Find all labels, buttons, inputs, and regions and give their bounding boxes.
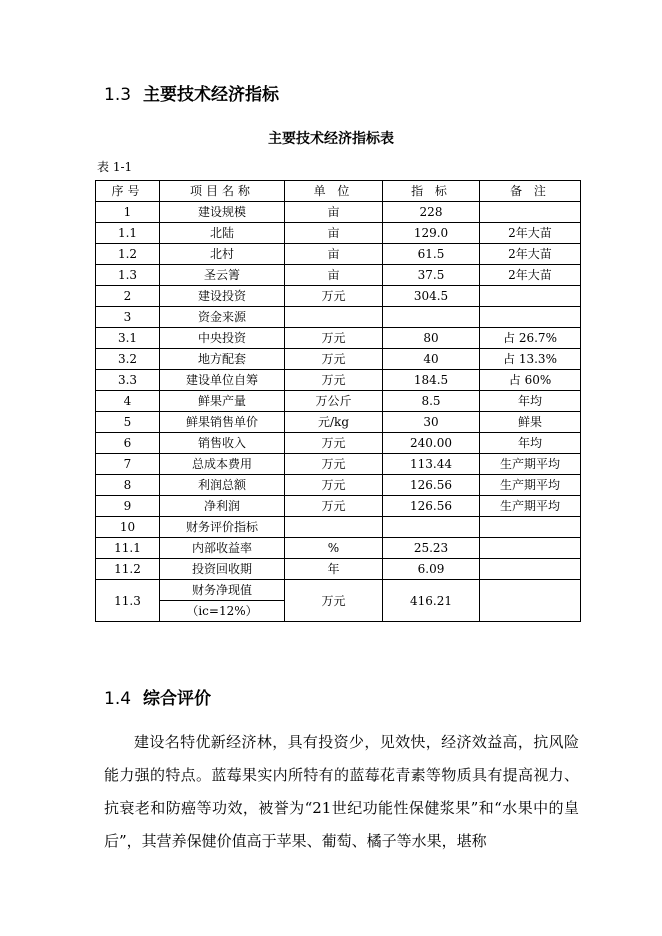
cell-name: 圣云箐 — [160, 265, 285, 286]
section-title: 主要技术经济指标 — [143, 85, 280, 105]
table-row — [96, 244, 581, 265]
cell-note: 占 60% — [480, 370, 581, 391]
cell-value: 40 — [383, 349, 480, 370]
cell-name: 建设规模 — [160, 202, 285, 223]
cell-note: 占 13.3% — [480, 349, 581, 370]
cell-note: 生产期平均 — [480, 496, 581, 517]
cell-unit: 元/kg — [285, 412, 383, 433]
cell-note: 生产期平均 — [480, 475, 581, 496]
header-value: 指 标 — [383, 181, 480, 202]
cell-no: 5 — [96, 412, 160, 433]
economic-indicators-table — [95, 180, 581, 622]
table-row — [96, 349, 581, 370]
cell-note — [480, 580, 581, 622]
cell-note — [480, 517, 581, 538]
cell-value: 25.23 — [383, 538, 480, 559]
cell-value: 126.56 — [383, 496, 480, 517]
cell-unit — [285, 517, 383, 538]
cell-no: 11.3 — [96, 580, 160, 622]
cell-note — [480, 202, 581, 223]
cell-name: 资金来源 — [160, 307, 285, 328]
cell-no: 1.2 — [96, 244, 160, 265]
cell-note: 2年大苗 — [480, 265, 581, 286]
cell-note: 2年大苗 — [480, 223, 581, 244]
cell-unit: 万元 — [285, 286, 383, 307]
cell-name: 鲜果销售单价 — [160, 412, 285, 433]
cell-value: 184.5 — [383, 370, 480, 391]
table-row — [96, 412, 581, 433]
cell-name: 鲜果产量 — [160, 391, 285, 412]
cell-value: 416.21 — [383, 580, 480, 622]
table-row — [96, 307, 581, 328]
cell-unit: 万元 — [285, 370, 383, 391]
cell-name: 财务净现值 — [160, 580, 285, 601]
cell-name: 销售收入 — [160, 433, 285, 454]
cell-note: 占 26.7% — [480, 328, 581, 349]
cell-no: 10 — [96, 517, 160, 538]
cell-value: 113.44 — [383, 454, 480, 475]
cell-name: 北村 — [160, 244, 285, 265]
cell-unit: 亩 — [285, 202, 383, 223]
table-row — [96, 286, 581, 307]
cell-name-line2: （ic=12%） — [160, 601, 285, 622]
cell-note: 鲜果 — [480, 412, 581, 433]
table-row — [96, 496, 581, 517]
cell-note — [480, 286, 581, 307]
cell-name: 建设单位自筹 — [160, 370, 285, 391]
table-row — [96, 433, 581, 454]
header-name: 项目名称 — [160, 181, 285, 202]
cell-value: 6.09 — [383, 559, 480, 580]
cell-unit: 万元 — [285, 475, 383, 496]
cell-note: 2年大苗 — [480, 244, 581, 265]
section-title: 综合评价 — [143, 689, 212, 709]
section-number: 1.3 — [104, 85, 132, 105]
cell-value: 126.56 — [383, 475, 480, 496]
cell-value: 61.5 — [383, 244, 480, 265]
table-row — [96, 328, 581, 349]
cell-name: 北陆 — [160, 223, 285, 244]
table-row — [96, 538, 581, 559]
cell-name: 地方配套 — [160, 349, 285, 370]
header-no: 序号 — [96, 181, 160, 202]
cell-note: 年均 — [480, 433, 581, 454]
cell-unit: 万公斤 — [285, 391, 383, 412]
cell-name: 净利润 — [160, 496, 285, 517]
cell-name: 总成本费用 — [160, 454, 285, 475]
table-row — [96, 454, 581, 475]
cell-value — [383, 517, 480, 538]
cell-no: 3.1 — [96, 328, 160, 349]
cell-name: 内部收益率 — [160, 538, 285, 559]
cell-no: 3.2 — [96, 349, 160, 370]
cell-no: 1.3 — [96, 265, 160, 286]
cell-value: 8.5 — [383, 391, 480, 412]
cell-value: 129.0 — [383, 223, 480, 244]
table-row — [96, 475, 581, 496]
cell-value: 30 — [383, 412, 480, 433]
cell-no: 4 — [96, 391, 160, 412]
table-row — [96, 223, 581, 244]
cell-no: 1.1 — [96, 223, 160, 244]
cell-value — [383, 307, 480, 328]
evaluation-paragraph: 建设名特优新经济林，具有投资少，见效快，经济效益高，抗风险能力强的特点。蓝莓果实内所特有的蓝莓花青素等物质具有提高视力、抗衰老和防癌等功效，被誉为“21世纪功能性保健浆果”和“水果中的皇后”，其营养保健价值高于苹果、葡萄、橘子等水果，堪称 — [104, 733, 579, 850]
cell-name: 建设投资 — [160, 286, 285, 307]
table-row — [96, 559, 581, 580]
cell-value: 304.5 — [383, 286, 480, 307]
cell-unit: 万元 — [285, 454, 383, 475]
section-heading-1-4 — [104, 684, 211, 709]
cell-value: 80 — [383, 328, 480, 349]
table-title: 主要技术经济指标表 — [268, 131, 394, 147]
cell-name: 利润总额 — [160, 475, 285, 496]
cell-no: 1 — [96, 202, 160, 223]
cell-note: 年均 — [480, 391, 581, 412]
cell-unit: 万元 — [285, 328, 383, 349]
cell-no: 6 — [96, 433, 160, 454]
cell-unit: 万元 — [285, 349, 383, 370]
section-heading-1-3 — [104, 80, 279, 105]
cell-unit: 亩 — [285, 265, 383, 286]
cell-no: 3.3 — [96, 370, 160, 391]
cell-unit: 万元 — [285, 433, 383, 454]
cell-no: 11.1 — [96, 538, 160, 559]
table-header-row — [96, 181, 581, 202]
header-note: 备 注 — [480, 181, 581, 202]
cell-no: 9 — [96, 496, 160, 517]
table-row — [96, 202, 581, 223]
cell-unit — [285, 307, 383, 328]
cell-no: 2 — [96, 286, 160, 307]
table-row — [96, 580, 581, 601]
header-unit: 单 位 — [285, 181, 383, 202]
cell-note — [480, 559, 581, 580]
cell-value: 228 — [383, 202, 480, 223]
cell-note — [480, 538, 581, 559]
cell-name: 中央投资 — [160, 328, 285, 349]
cell-unit: 万元 — [285, 496, 383, 517]
table-row — [96, 370, 581, 391]
section-number: 1.4 — [104, 689, 132, 709]
cell-no: 3 — [96, 307, 160, 328]
cell-name: 投资回收期 — [160, 559, 285, 580]
table-row — [96, 391, 581, 412]
cell-note: 生产期平均 — [480, 454, 581, 475]
cell-no: 7 — [96, 454, 160, 475]
cell-unit: 年 — [285, 559, 383, 580]
cell-note — [480, 307, 581, 328]
cell-name: 财务评价指标 — [160, 517, 285, 538]
cell-unit: 万元 — [285, 580, 383, 622]
table-label: 表 1-1 — [97, 160, 133, 174]
cell-unit: 亩 — [285, 244, 383, 265]
cell-no: 8 — [96, 475, 160, 496]
cell-unit: % — [285, 538, 383, 559]
cell-value: 37.5 — [383, 265, 480, 286]
cell-no: 11.2 — [96, 559, 160, 580]
cell-value: 240.00 — [383, 433, 480, 454]
table-row — [96, 265, 581, 286]
table-row — [96, 517, 581, 538]
cell-unit: 亩 — [285, 223, 383, 244]
